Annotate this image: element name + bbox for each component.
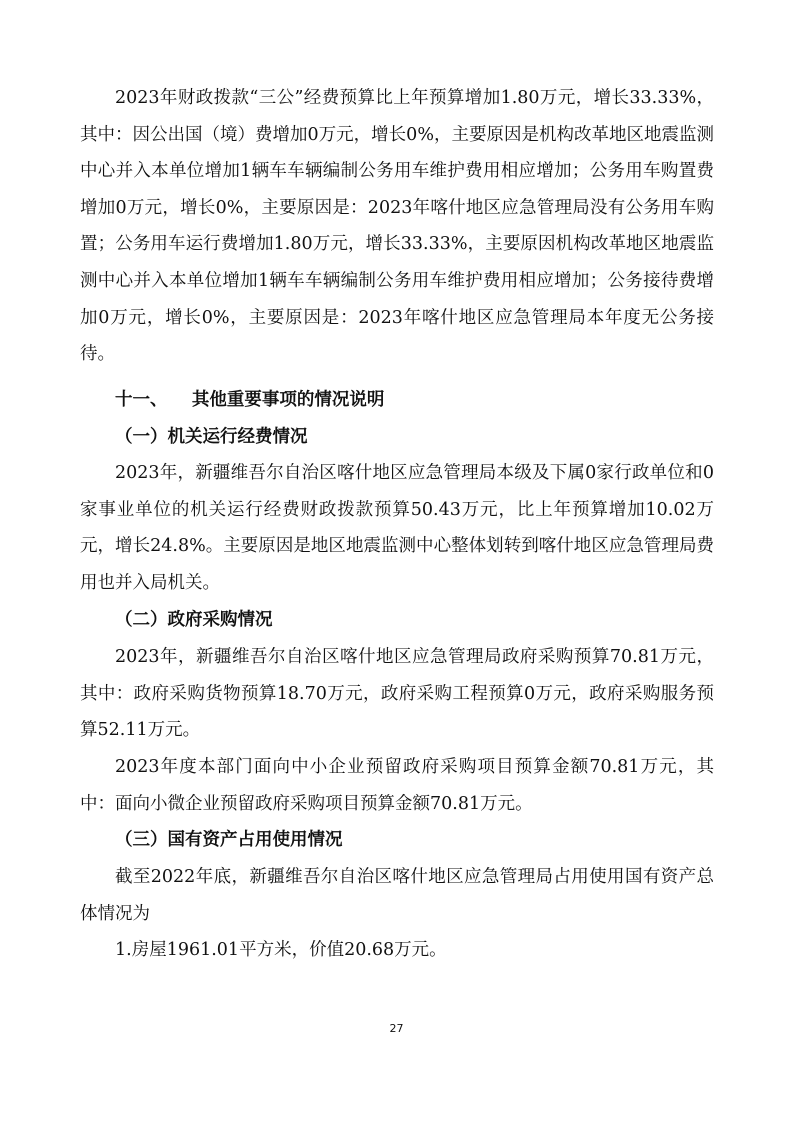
- paragraph-operating-expenses: 2023年，新疆维吾尔自治区喀什地区应急管理局本级及下属0家行政单位和0家事业单位的机关运行经费财政拨款预算50.43万元，比上年预算增加10.02万元，增长24.8%。主要原因是地区地震监测中心整体划转到喀什地区应急管理局费用也并入局机关。: [80, 463, 714, 593]
- paragraph-state-assets-summary: 截至2022年底，新疆维吾尔自治区喀什地区应急管理局占用使用国有资产总体情况为: [80, 867, 714, 924]
- section-heading-other-matters: 十一、 其他重要事项的情况说明: [115, 390, 385, 410]
- page-number: 27: [389, 1022, 404, 1035]
- paragraph-sme-procurement: 2023年度本部门面向中小企业预留政府采购项目预算金额70.81万元，其中：面向小微企业预留政府采购项目预算金额70.81万元。: [80, 757, 714, 814]
- paragraph-housing-asset: 1.房屋1961.01平方米，价值20.68万元。: [115, 940, 447, 960]
- paragraph-government-procurement: 2023年，新疆维吾尔自治区喀什地区应急管理局政府采购预算70.81万元，其中：政府采购货物预算18.70万元，政府采购工程预算0万元，政府采购服务预算52.11万元。: [80, 647, 714, 741]
- paragraph-three-public-expenses: 2023年财政拨款“三公”经费预算比上年预算增加1.80万元，增长33.33%，其中：因公出国（境）费增加0万元，增长0%，主要原因是机构改革地区地震监测中心并入本单位增加1辆车车辆编制公务用车维护费用相应增加；公务用车购置费增加0万元，增长0%，主要原因是：2023年喀什地区应急管理局没有公务用车购置；公务用车运行费增加1.80万元，增长33.33%，主要原因机构改革地区地震监测中心并入本单位增加1辆车车辆编制公务用车维护费用相应增加；公务接待费增加0万元，增长0%，主要原因是：2023年喀什地区应急管理局本年度无公务接待。: [80, 88, 714, 365]
- subheading-government-procurement: （二）政府采购情况: [115, 610, 273, 630]
- subheading-state-assets: （三）国有资产占用使用情况: [115, 830, 343, 850]
- subheading-operating-expenses: （一）机关运行经费情况: [115, 427, 308, 447]
